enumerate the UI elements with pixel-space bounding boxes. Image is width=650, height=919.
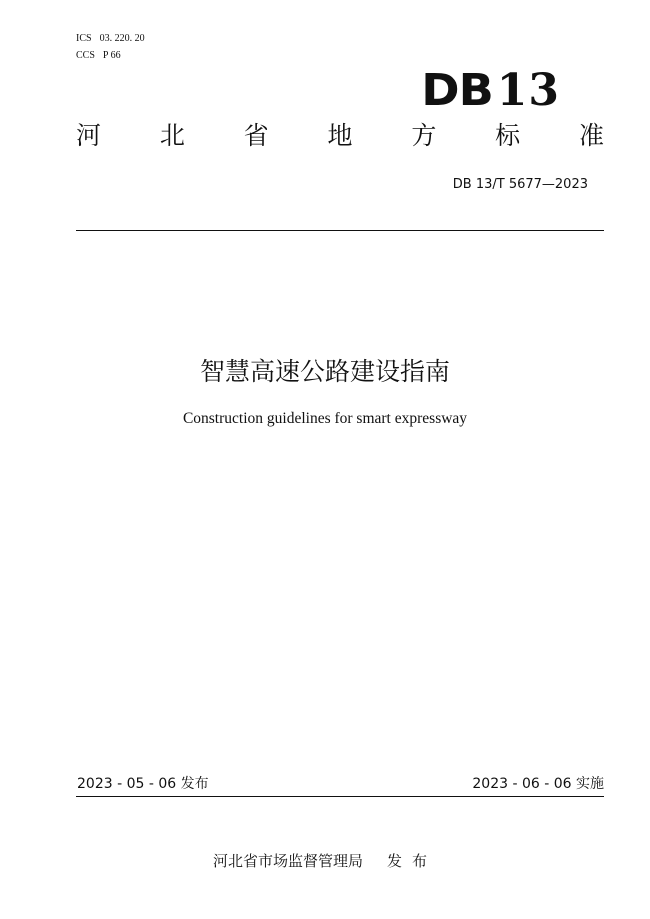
ics-code: 03. 220. 20: [99, 33, 145, 44]
ics-label: ICS: [76, 33, 92, 44]
standard-type-char: 省: [243, 121, 269, 150]
ccs-classification: [76, 50, 121, 62]
standard-type-char: 准: [578, 121, 604, 150]
db-number: 13: [496, 65, 560, 116]
top-divider: [76, 230, 604, 231]
standard-type-char: 方: [411, 121, 437, 150]
ccs-code: P 66: [102, 50, 121, 61]
standard-type-char: 河: [76, 121, 102, 150]
publisher-action: 发布: [387, 852, 438, 870]
db-letters: DB: [421, 65, 493, 116]
publisher-name: 河北省市场监督管理局: [212, 852, 363, 870]
standard-type-char: 标: [495, 121, 521, 150]
standard-type-char: 地: [327, 121, 353, 150]
ics-classification: [76, 33, 145, 45]
document-title-english: Construction guidelines for smart expressway: [182, 410, 468, 427]
implementation-date: 2023 - 06 - 06 实施: [472, 776, 604, 792]
standard-type-title: [76, 120, 604, 152]
document-title-chinese: 智慧高速公路建设指南: [199, 357, 450, 386]
issue-date: 2023 - 05 - 06 发布: [77, 776, 209, 792]
db-standard-mark: [423, 66, 560, 116]
standard-type-char: 北: [159, 121, 185, 150]
standard-number: DB 13/T 5677—2023: [452, 177, 588, 192]
ccs-label: CCS: [76, 50, 95, 61]
publisher: [0, 852, 650, 870]
bottom-divider: [76, 796, 604, 797]
